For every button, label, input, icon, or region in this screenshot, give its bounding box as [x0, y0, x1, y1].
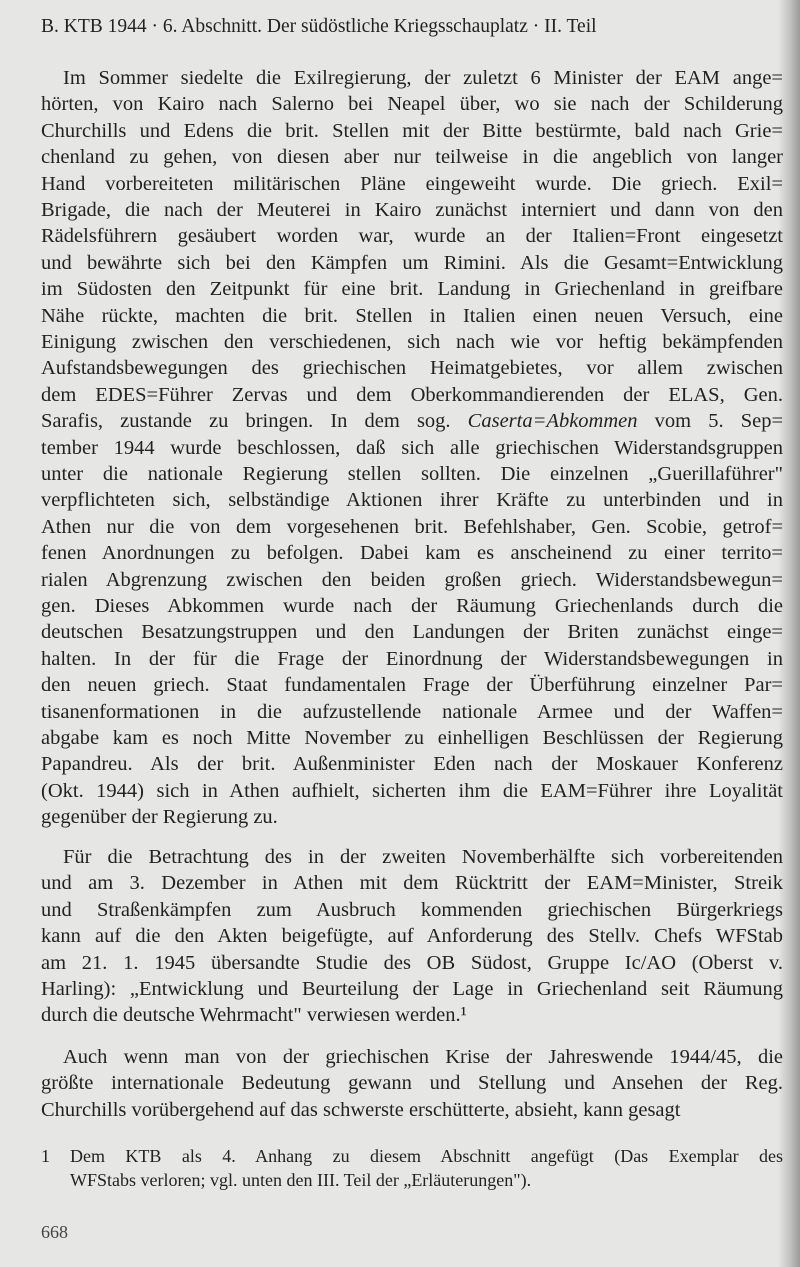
text-line: Athen nur die von dem vorgesehenen brit. Befehlshaber, Gen. Scobie, getrof=: [41, 515, 783, 538]
text-line: und am 3. Dezember in Athen mit dem Rücktritt der EAM=Minister, Streik: [41, 872, 783, 895]
text-line: Hand vorbereiteten militärischen Pläne eingeweiht wurde. Die griech. Exil=: [41, 172, 783, 195]
text-line: abgabe kam es noch Mitte November zu einhelligen Beschlüssen der Regierung: [41, 727, 783, 749]
text-line: durch die deutsche Wehrmacht" verwiesen werden.¹: [41, 1004, 467, 1027]
footnote-line: 1 Dem KTB als 4. Anhang zu diesem Abschnitt angefügt (Das Exemplar des: [41, 1146, 783, 1166]
text-line: Rädelsführern gesäubert worden war, wurde an der Italien=Front eingesetzt: [41, 225, 783, 248]
text-line: dem EDES=Führer Zervas und dem Oberkommandierenden der ELAS, Gen.: [41, 383, 783, 406]
footnote-number: 1: [41, 1146, 50, 1166]
text-line: und Straßenkämpfen zum Ausbruch kommenden griechischen Bürgerkriegs: [41, 898, 783, 921]
text-line: gen. Dieses Abkommen wurde nach der Räumung Griechenlands durch die: [41, 595, 783, 617]
text-line: Einigung zwischen den verschiedenen, sich nach wie vor heftig bekämpfenden: [41, 331, 783, 353]
text-line: Sarafis, zustande zu bringen. In dem sog. Caserta=Abkommen vom 5. Sep=: [41, 410, 783, 433]
text-line: unter die nationale Regierung stellen sollten. Die einzelnen „Guerillaführer": [41, 463, 783, 485]
text-line: den neuen griech. Staat fundamentalen Frage der Überführung einzelner Par=: [41, 674, 783, 697]
text-line: größte internationale Bedeutung gewann und Stellung und Ansehen der Reg.: [41, 1072, 783, 1095]
text-line: Aufstandsbewegungen des griechischen Heimatgebietes, vor allem zwischen: [41, 357, 783, 380]
text-line: tisanenformationen in die aufzustellende nationale Armee und der Waffen=: [41, 700, 783, 723]
text-line: und bewährte sich bei den Kämpfen um Rimini. Als die Gesamt=Entwicklung: [41, 251, 783, 274]
text-line: im Südosten den Zeitpunkt für eine brit. Landung in Griechenland in greifbare: [41, 278, 783, 301]
text-line: hörten, von Kairo nach Salerno bei Neapel über, wo sie nach der Schilderung: [41, 93, 783, 116]
text-line: Im Sommer siedelte die Exilregierung, der zuletzt 6 Minister der EAM ange=: [63, 67, 783, 89]
text-line: chenland zu gehen, von diesen aber nur teilweise in die angeblich von langer: [41, 146, 783, 169]
text-line: Brigade, die nach der Meuterei in Kairo zunächst interniert und dann von den: [41, 199, 783, 221]
page-number: 668: [41, 1222, 68, 1242]
text-line: Nähe rückte, machten die brit. Stellen in Italien einen neuen Versuch, eine: [41, 304, 783, 327]
text-line: am 21. 1. 1945 übersandte Studie des OB Südost, Gruppe Ic/AO (Oberst v.: [41, 951, 783, 974]
text-line: deutschen Besatzungstruppen und den Landungen der Briten zunächst einge=: [41, 621, 783, 644]
footnote-line: WFStabs verloren; vgl. unten den III. Teil der „Erläuterungen").: [70, 1170, 532, 1190]
text-line: gegenüber der Regierung zu.: [41, 806, 278, 829]
text-line: fenen Anordnungen zu befolgen. Dabei kam es anscheinend zu einer territo=: [41, 542, 783, 565]
text-line: Churchills und Edens die brit. Stellen mit der Bitte bestürmte, bald nach Grie=: [41, 119, 783, 142]
running-header: B. KTB 1944 · 6. Abschnitt. Der südöstliche Kriegsschauplatz · II. Teil: [41, 16, 597, 37]
text-line: Papandreu. Als der brit. Außenminister Eden nach der Moskauer Konferenz: [41, 753, 783, 776]
text-line: rialen Abgrenzung zwischen den beiden großen griech. Widerstandsbewegun=: [41, 568, 783, 591]
text-line: kann auf die den Akten beigefügte, auf Anforderung des Stellv. Chefs WFStab: [41, 925, 783, 948]
text-line: (Okt. 1944) sich in Athen aufhielt, sicherten ihm die EAM=Führer ihre Loyalität: [41, 779, 783, 802]
text-line: halten. In der für die Frage der Einordnung der Widerstandsbewegungen in: [41, 647, 783, 670]
text-line: Harling): „Entwicklung und Beurteilung der Lage in Griechenland seit Räumung: [41, 978, 783, 1000]
text-line: verpflichteten sich, selbständige Aktionen ihrer Kräfte zu unterbinden und in: [41, 489, 783, 512]
text-line: tember 1944 wurde beschlossen, daß sich alle griechischen Widerstandsgruppen: [41, 436, 783, 459]
text-line: Für die Betrachtung des in der zweiten Novemberhälfte sich vorbereitenden: [63, 846, 783, 868]
text-line: Churchills vorübergehend auf das schwerste erschütterte, absieht, kann gesagt: [41, 1098, 681, 1121]
text-line: Auch wenn man von der griechischen Krise der Jahreswende 1944/45, die: [63, 1046, 783, 1068]
